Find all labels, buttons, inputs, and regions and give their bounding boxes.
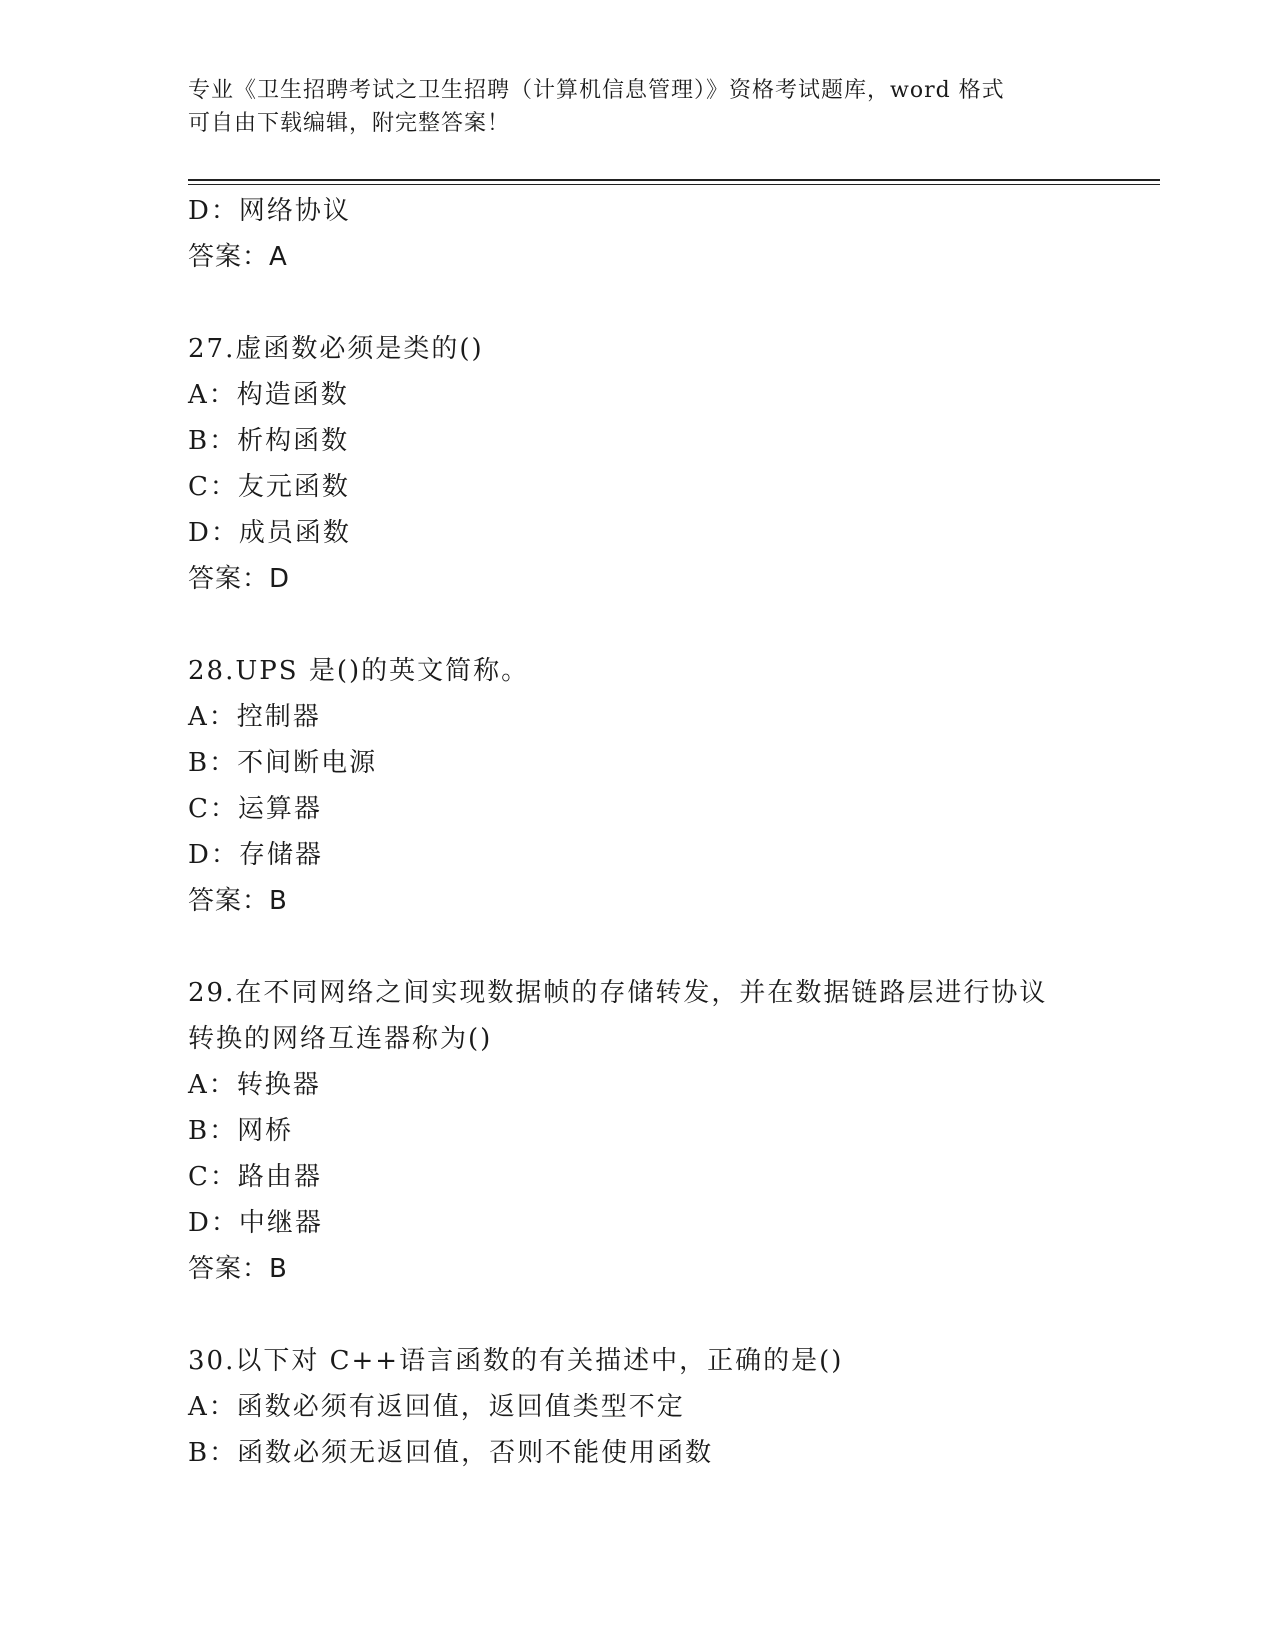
question-text: 27.虚函数必须是类的() [188, 334, 484, 364]
option-line: C：路由器 [188, 1162, 322, 1192]
question-text: 30.以下对 C++语言函数的有关描述中，正确的是() [188, 1346, 844, 1376]
option-line: D：网络协议 [188, 196, 351, 226]
question-block [188, 1338, 1168, 1476]
option-line: D：成员函数 [188, 518, 351, 548]
option-line: D：中继器 [188, 1208, 323, 1238]
header-divider-thick [188, 179, 1160, 181]
option-line: B：函数必须无返回值，否则不能使用函数 [188, 1438, 714, 1468]
option-line: A：函数必须有返回值，返回值类型不定 [188, 1392, 685, 1422]
block-spacer [188, 280, 1168, 326]
option-line: C：运算器 [188, 794, 322, 824]
option-line: A：控制器 [188, 702, 321, 732]
option-line: B：网桥 [188, 1116, 294, 1146]
option-line: B：不间断电源 [188, 748, 378, 778]
question-list [188, 188, 1168, 1476]
question-block [188, 648, 1168, 970]
header-line-2: 可自由下载编辑，附完整答案！ [188, 111, 511, 136]
question-block [188, 188, 1168, 326]
option-line: 转换的网络互连器称为() [188, 1024, 493, 1054]
block-spacer [188, 602, 1168, 648]
question-block [188, 970, 1168, 1338]
answer-line: 答案：A [188, 242, 288, 272]
question-block [188, 326, 1168, 648]
answer-line: 答案：B [188, 1254, 288, 1284]
option-line: A：构造函数 [188, 380, 349, 410]
option-line: A：转换器 [188, 1070, 321, 1100]
answer-line: 答案：D [188, 564, 291, 594]
option-line: B：析构函数 [188, 426, 350, 456]
option-line: D：存储器 [188, 840, 323, 870]
question-text: 29.在不同网络之间实现数据帧的存储转发，并在数据链路层进行协议 [188, 978, 1048, 1008]
block-spacer [188, 1292, 1168, 1338]
answer-line: 答案：B [188, 886, 288, 916]
document-header [188, 74, 1068, 140]
option-line: C：友元函数 [188, 472, 350, 502]
block-spacer [188, 924, 1168, 970]
header-line-1: 专业《卫生招聘考试之卫生招聘（计算机信息管理）》资格考试题库，word 格式 [188, 78, 1005, 103]
question-text: 28.UPS 是()的英文简称。 [188, 656, 530, 686]
header-divider-thin [188, 184, 1160, 185]
